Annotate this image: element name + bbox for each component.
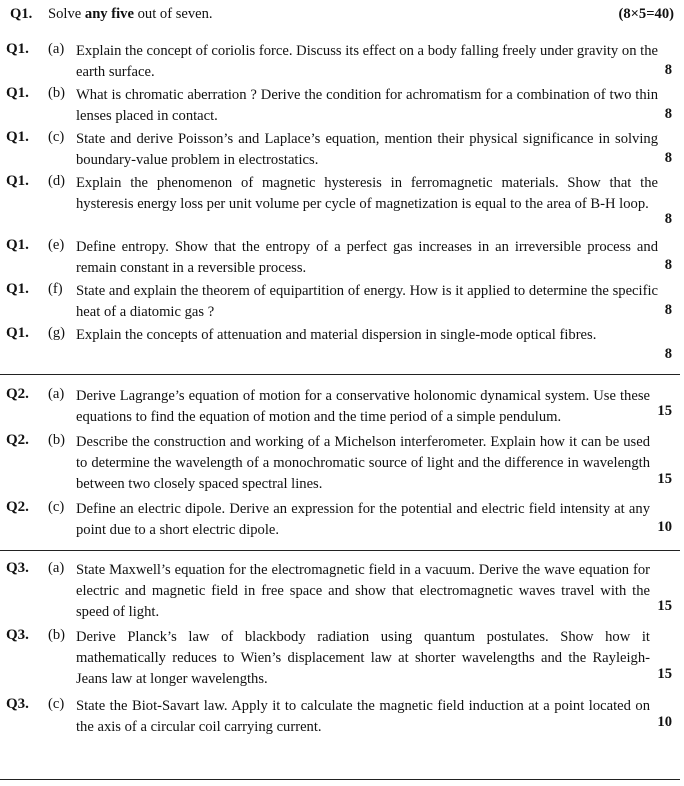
question-number: Q3. (6, 560, 29, 576)
question-part: (c) (48, 499, 65, 515)
question-marks: 10 (657, 714, 672, 730)
question-text: Define an electric dipole. Derive an expression for the potential and electric field intensity at any point due to a short electric dipole. (76, 501, 650, 538)
question-marks: 8 (664, 211, 672, 227)
question-text: Derive Lagrange’s equation of motion for a conservative holonomic dynamical system. Use these equations to find the equation of motion and the time period of a simple pendulum. (76, 388, 650, 425)
question-marks: 8 (664, 62, 672, 78)
header-marks: (8×5=40) (618, 6, 674, 22)
instructions-header (10, 6, 674, 26)
question-text: Derive Planck’s law of blackbody radiation using quantum postulates. Show how it mathematically reduces to Wien’s displacement law at shorter wavelengths and the Rayleigh-Jeans law at longer wavelengths. (76, 629, 650, 687)
question-number: Q1. (6, 325, 29, 341)
question-number: Q1. (6, 281, 29, 297)
question-text: What is chromatic aberration ? Derive the condition for achromatism for a combination of two thin lenses placed in contact. (76, 87, 658, 124)
question-part: (f) (48, 281, 63, 297)
question-part: (e) (48, 237, 65, 253)
question-number: Q3. (6, 696, 29, 712)
question-text: Describe the construction and working of a Michelson interferometer. Explain how it can be used to determine the wavelength of a monochromatic source of light and the difference in wavelength between two closely spaced spectral lines. (76, 434, 650, 492)
question-marks: 10 (657, 519, 672, 535)
question-text: Explain the concept of coriolis force. Discuss its effect on a body falling freely under gravity on the earth surface. (76, 43, 658, 80)
question-number: Q1. (6, 237, 29, 253)
header-question-label: Q1. (10, 6, 33, 22)
question-number: Q3. (6, 627, 29, 643)
question-text: State and derive Poisson’s and Laplace’s equation, mention their physical significance in solving boundary-value problem in electrostatics. (76, 131, 658, 168)
instruction-prefix: Solve (48, 6, 85, 22)
section-divider (0, 779, 680, 780)
instruction-suffix: out of seven. (133, 6, 213, 22)
question-part: (c) (48, 696, 65, 712)
section-divider (0, 374, 680, 375)
section-divider (0, 550, 680, 551)
question-part: (b) (48, 432, 66, 448)
question-number: Q1. (6, 85, 29, 101)
question-marks: 15 (657, 666, 672, 682)
question-text: Define entropy. Show that the entropy of a perfect gas increases in an irreversible process and remain constant in a reversible process. (76, 239, 658, 276)
question-part: (c) (48, 129, 65, 145)
question-text: Explain the phenomenon of magnetic hysteresis in ferromagnetic materials. Show that the hysteresis energy loss per unit volume per cycle of magnetization is equal to the area of B-H loop. (76, 175, 658, 212)
question-marks: 8 (664, 346, 672, 362)
question-part: (g) (48, 325, 66, 341)
question-marks: 8 (664, 302, 672, 318)
question-marks: 15 (657, 403, 672, 419)
instruction-emphasis: any five (84, 6, 134, 22)
question-marks: 8 (664, 150, 672, 166)
question-number: Q1. (6, 129, 29, 145)
question-part: (d) (48, 173, 66, 189)
question-number: Q2. (6, 432, 29, 448)
question-part: (a) (48, 386, 65, 402)
question-text: State Maxwell’s equation for the electromagnetic field in a vacuum. Derive the wave equation for electric and magnetic field in free space and show that electromagnetic waves travel with the speed of light. (76, 562, 650, 620)
question-marks: 15 (657, 471, 672, 487)
question-marks: 15 (657, 598, 672, 614)
question-marks: 8 (664, 106, 672, 122)
question-text: Explain the concepts of attenuation and material dispersion in single-mode optical fibres. (76, 327, 597, 343)
question-part: (b) (48, 627, 66, 643)
question-part: (b) (48, 85, 66, 101)
question-marks: 8 (664, 257, 672, 273)
question-number: Q2. (6, 499, 29, 515)
question-part: (a) (48, 41, 65, 57)
question-number: Q1. (6, 173, 29, 189)
question-number: Q1. (6, 41, 29, 57)
question-text: State and explain the theorem of equipartition of energy. How is it applied to determine the specific heat of a diatomic gas ? (76, 283, 658, 320)
question-part: (a) (48, 560, 65, 576)
question-text: State the Biot-Savart law. Apply it to calculate the magnetic field induction at a point located on the axis of a circular coil carrying current. (76, 698, 650, 735)
header-instruction (48, 6, 213, 23)
question-number: Q2. (6, 386, 29, 402)
